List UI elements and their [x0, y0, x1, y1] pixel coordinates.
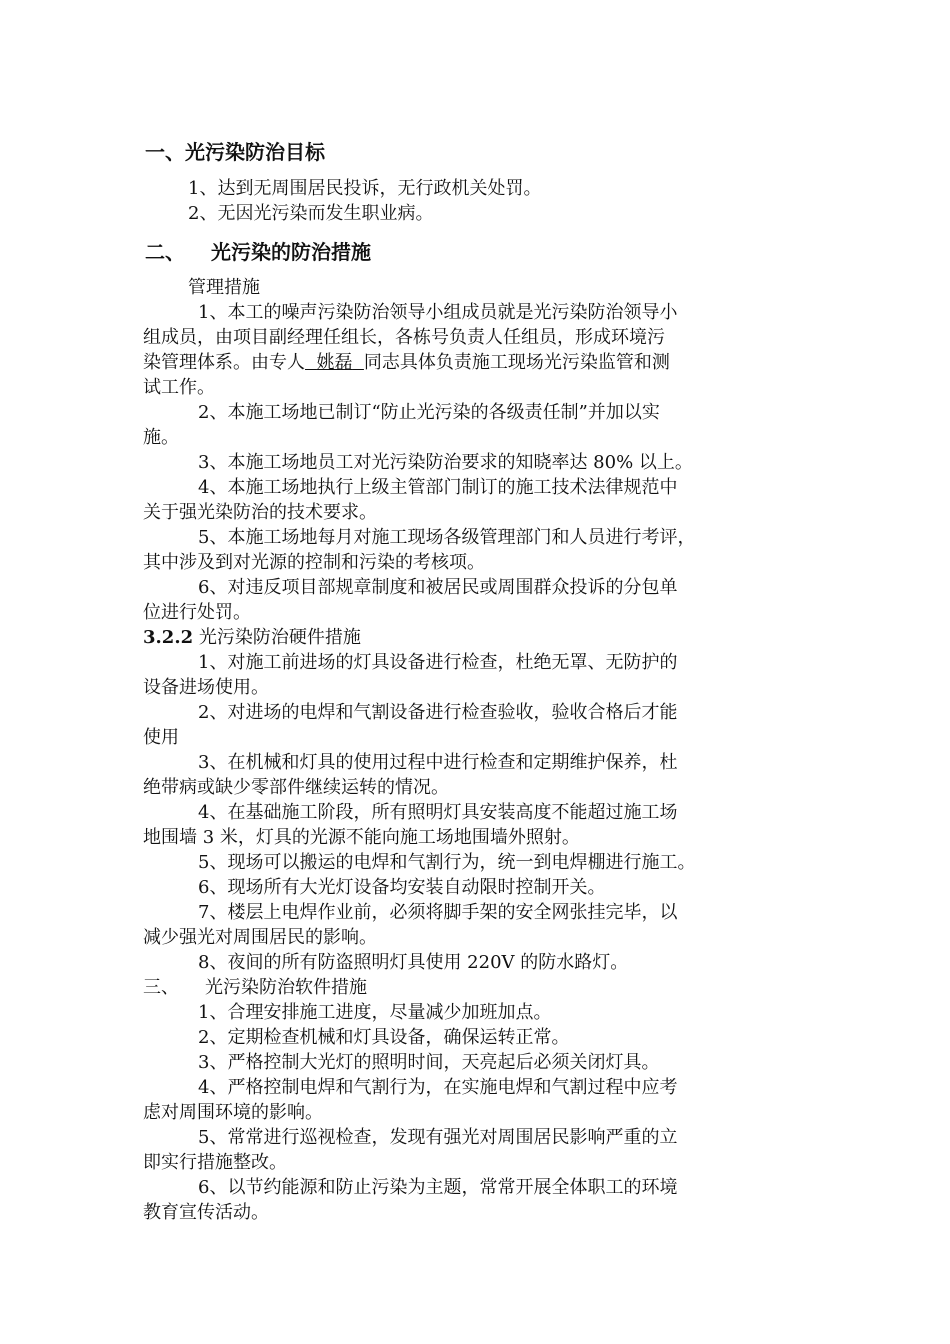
- paragraph-line: 6、现场所有大光灯设备均安装自动限时控制开关。: [198, 877, 606, 898]
- paragraph-line: 5、现场可以搬运的电焊和气割行为，统一到电焊棚进行施工。: [198, 852, 696, 873]
- paragraph-line: [143, 350, 670, 375]
- section-2-heading: [145, 236, 371, 265]
- paragraph-text: 同志具体负责施工现场光污染监管和测: [363, 352, 670, 373]
- paragraph-line: 减少强光对周围居民的影响。: [143, 927, 377, 948]
- paragraph-line: 5、本施工场地每月对施工现场各级管理部门和人员进行考评，: [198, 527, 696, 548]
- section-3-heading: [143, 975, 367, 1000]
- paragraph-line: 位进行处罚。: [143, 602, 251, 623]
- paragraph-line: 绝带病或缺少零部件继续运转的情况。: [143, 777, 449, 798]
- paragraph-line: 关于强光染防治的技术要求。: [143, 502, 377, 523]
- paragraph-line: 施。: [143, 427, 179, 448]
- paragraph-line: 使用: [143, 727, 179, 748]
- paragraph-text: 染管理体系。由专人: [143, 352, 305, 373]
- paragraph-line: 1、对施工前进场的灯具设备进行检查，杜绝无罩、无防护的: [198, 652, 678, 673]
- paragraph-line: 7、楼层上电焊作业前，必须将脚手架的安全网张挂完毕，以: [198, 902, 678, 923]
- subhead-management: 管理措施: [188, 277, 260, 298]
- paragraph-line: 5、常常进行巡视检查，发现有强光对周围居民影响严重的立: [198, 1127, 678, 1148]
- paragraph-line: 4、在基础施工阶段，所有照明灯具安装高度不能超过施工场: [198, 802, 678, 823]
- paragraph-line: 设备进场使用。: [143, 677, 269, 698]
- paragraph-line: 地围墙 3 米，灯具的光源不能向施工场地围墙外照射。: [143, 827, 580, 848]
- paragraph-line: 4、本施工场地执行上级主管部门制订的施工技术法律规范中: [198, 477, 678, 498]
- paragraph-line: 虑对周围环境的影响。: [143, 1102, 323, 1123]
- responsible-person-name: 姚磊: [316, 352, 353, 373]
- paragraph-line: 教育宣传活动。: [143, 1202, 269, 1223]
- paragraph-line: 3、严格控制大光灯的照明时间，天亮起后必须关闭灯具。: [198, 1052, 660, 1073]
- paragraph-line: 8、夜间的所有防盗照明灯具使用 220V 的防水路灯。: [198, 952, 629, 973]
- paragraph-line: 即实行措施整改。: [143, 1152, 287, 1173]
- section-1-heading: 一、光污染防治目标: [145, 140, 325, 164]
- section-2-title: 光污染的防治措施: [211, 240, 371, 264]
- paragraph-line: 2、本施工场地已制订“防止光污染的各级责任制”并加以实: [198, 402, 660, 423]
- paragraph-line: 1、本工的噪声污染防治领导小组成员就是光污染防治领导小: [198, 302, 678, 323]
- paragraph-line: 3、本施工场地员工对光污染防治要求的知晓率达 80% 以上。: [198, 452, 693, 473]
- subsection-number: 3.2.2: [143, 627, 194, 648]
- subsection-title: 光污染防治硬件措施: [198, 627, 361, 648]
- paragraph-line: 6、对违反项目部规章制度和被居民或周围群众投诉的分包单: [198, 577, 678, 598]
- goal-item: 1、达到无周围居民投诉，无行政机关处罚。: [188, 178, 542, 199]
- paragraph-line: 试工作。: [143, 377, 215, 398]
- subsection-hardware-heading: [143, 625, 361, 650]
- section-3-number: 三、: [143, 977, 179, 998]
- paragraph-line: 4、严格控制电焊和气割行为，在实施电焊和气割过程中应考: [198, 1077, 678, 1098]
- paragraph-line: 1、合理安排施工进度，尽量减少加班加点。: [198, 1002, 552, 1023]
- section-3-title: 光污染防治软件措施: [205, 977, 367, 998]
- paragraph-line: 组成员，由项目副经理任组长，各栋号负责人任组员，形成环境污: [143, 327, 665, 348]
- paragraph-line: 2、定期检查机械和灯具设备，确保运转正常。: [198, 1027, 570, 1048]
- paragraph-line: 2、对进场的电焊和气割设备进行检查验收，验收合格后才能: [198, 702, 678, 723]
- paragraph-line: 3、在机械和灯具的使用过程中进行检查和定期维护保养，杜: [198, 752, 678, 773]
- paragraph-line: 6、以节约能源和防止污染为主题，常常开展全体职工的环境: [198, 1177, 678, 1198]
- section-2-number: 二、: [145, 240, 185, 264]
- paragraph-line: 其中涉及到对光源的控制和污染的考核项。: [143, 552, 485, 573]
- goal-item: 2、无因光污染而发生职业病。: [188, 203, 434, 224]
